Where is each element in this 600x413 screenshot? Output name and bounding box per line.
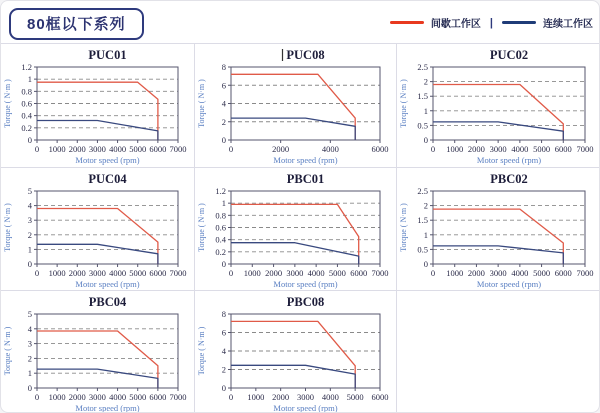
svg-text:PUC02: PUC02 [489,48,529,62]
svg-text:5000: 5000 [533,144,551,154]
svg-text:5000: 5000 [346,392,364,403]
svg-text:Motor speed (rpm): Motor speed (rpm) [75,278,140,289]
svg-text:3000: 3000 [88,144,106,154]
svg-text:2: 2 [423,76,428,87]
svg-text:6000: 6000 [149,267,167,278]
svg-text:3000: 3000 [489,267,507,278]
svg-text:1.2: 1.2 [21,62,32,72]
svg-text:Torque ( N·m ): Torque ( N·m ) [3,202,12,252]
svg-text:0: 0 [430,144,436,154]
svg-text:0: 0 [34,392,40,403]
svg-text:2: 2 [221,116,226,127]
svg-text:6000: 6000 [554,267,572,278]
svg-text:0.5: 0.5 [417,244,428,255]
svg-text:PBC01: PBC01 [286,171,325,186]
svg-text:8: 8 [221,309,226,320]
svg-text:Torque ( N·m ): Torque ( N·m ) [3,79,12,128]
svg-text:0.8: 0.8 [21,86,32,97]
svg-text:PBC08: PBC08 [286,295,325,310]
chart-panel-pbc04 [1,291,195,413]
svg-text:1000: 1000 [48,392,66,403]
svg-text:Torque ( N·m ): Torque ( N·m ) [399,202,408,252]
svg-text:0: 0 [228,267,234,278]
svg-text:7000: 7000 [169,144,187,154]
svg-text:2: 2 [221,364,226,375]
svg-text:0: 0 [221,383,226,394]
svg-text:1.2: 1.2 [215,185,226,196]
svg-text:1.5: 1.5 [417,91,428,102]
svg-text:4: 4 [221,346,226,357]
svg-text:3: 3 [27,338,32,349]
svg-text:1000: 1000 [446,267,464,278]
svg-text:PUC01: PUC01 [88,48,127,62]
svg-text:0.4: 0.4 [215,234,226,245]
svg-text:1: 1 [27,74,32,85]
svg-text:3000: 3000 [297,392,314,403]
svg-text:2.5: 2.5 [417,185,428,196]
svg-text:2000: 2000 [272,144,290,154]
svg-text:0.6: 0.6 [21,98,32,109]
svg-text:8: 8 [221,62,226,72]
svg-text:6: 6 [221,327,226,338]
svg-text:7000: 7000 [576,267,594,278]
svg-text:Torque ( N·m ): Torque ( N·m ) [399,79,408,128]
svg-text:4000: 4000 [109,144,127,154]
svg-text:3000: 3000 [489,144,507,154]
svg-text:1000: 1000 [48,144,66,154]
svg-text:7000: 7000 [169,267,187,278]
svg-text:Motor speed (rpm): Motor speed (rpm) [273,403,338,413]
svg-text:0: 0 [27,135,32,145]
chart-pbc01 [195,168,396,291]
svg-text:5000: 5000 [129,267,147,278]
svg-text:2000: 2000 [272,392,290,403]
svg-text:0: 0 [27,258,32,269]
series-badge-label: 80框以下系列 [27,16,126,33]
svg-text:5000: 5000 [129,392,147,403]
chart-puc08 [195,44,396,167]
svg-text:1000: 1000 [446,144,464,154]
svg-text:7000: 7000 [371,267,389,278]
svg-text:PBC04: PBC04 [88,295,127,310]
svg-text:4000: 4000 [511,267,529,278]
svg-text:4000: 4000 [109,392,127,403]
svg-text:2.5: 2.5 [417,62,428,72]
svg-text:PUC08: PUC08 [286,48,325,62]
svg-text:Torque ( N·m ): Torque ( N·m ) [3,327,12,376]
svg-text:1: 1 [423,105,428,116]
svg-text:PUC04: PUC04 [88,171,127,186]
svg-text:2000: 2000 [467,267,485,278]
legend-intermittent-label: 间歇工作区 [430,19,481,30]
legend [390,15,593,30]
svg-text:Motor speed (rpm): Motor speed (rpm) [75,155,140,165]
svg-text:1: 1 [27,368,32,379]
svg-text:2: 2 [27,353,32,364]
svg-text:0.2: 0.2 [215,246,226,257]
svg-text:Torque ( N·m ): Torque ( N·m ) [197,79,206,128]
svg-text:5: 5 [27,309,32,320]
svg-text:0.8: 0.8 [215,209,226,220]
svg-text:Motor speed (rpm): Motor speed (rpm) [273,155,338,165]
svg-text:3000: 3000 [88,392,106,403]
svg-text:0: 0 [228,144,234,154]
svg-text:1000: 1000 [243,267,261,278]
svg-text:1.5: 1.5 [417,214,428,225]
chart-panel-puc01 [1,44,195,168]
svg-text:4000: 4000 [307,267,325,278]
svg-text:1000: 1000 [48,267,66,278]
continuous-line-icon [502,21,536,24]
svg-text:1000: 1000 [247,392,265,403]
svg-text:2000: 2000 [68,392,86,403]
series-badge [9,8,144,40]
svg-text:2000: 2000 [68,144,86,154]
svg-text:0: 0 [34,144,40,154]
svg-text:2000: 2000 [467,144,485,154]
svg-text:0.4: 0.4 [21,110,32,121]
svg-text:0: 0 [221,258,226,269]
svg-text:0: 0 [228,392,234,403]
svg-text:2: 2 [423,200,428,211]
svg-text:Motor speed (rpm): Motor speed (rpm) [476,155,542,165]
svg-text:Motor speed (rpm): Motor speed (rpm) [273,278,338,289]
chart-pbc04 [1,291,194,413]
empty-panel [397,291,600,413]
svg-text:0: 0 [423,258,428,269]
svg-text:PBC02: PBC02 [490,171,528,186]
svg-text:6000: 6000 [149,144,167,154]
svg-text:Motor speed (rpm): Motor speed (rpm) [476,278,542,289]
svg-text:4: 4 [27,200,32,211]
svg-text:5000: 5000 [533,267,551,278]
svg-text:4: 4 [221,98,226,109]
svg-text:2000: 2000 [68,267,86,278]
svg-text:0: 0 [423,135,428,145]
chart-panel-puc08 [195,44,397,168]
svg-text:6: 6 [221,80,226,91]
svg-text:0.2: 0.2 [21,122,32,133]
svg-text:0: 0 [430,267,436,278]
svg-text:1: 1 [423,229,428,240]
svg-text:Motor speed (rpm): Motor speed (rpm) [75,403,140,413]
svg-text:6000: 6000 [371,144,389,154]
svg-text:4000: 4000 [321,144,339,154]
svg-text:5: 5 [27,185,32,196]
svg-text:1: 1 [27,244,32,255]
svg-text:4000: 4000 [109,267,127,278]
svg-text:7000: 7000 [169,392,187,403]
svg-text:6000: 6000 [350,267,368,278]
legend-separator: | [489,16,493,29]
svg-text:4000: 4000 [321,392,339,403]
chart-puc04 [1,168,194,291]
svg-text:0.5: 0.5 [417,120,428,131]
svg-text:5000: 5000 [129,144,147,154]
chart-panel-pbc02 [397,168,600,292]
svg-text:0.6: 0.6 [215,222,226,233]
svg-text:0: 0 [34,267,40,278]
svg-text:Torque ( N·m ): Torque ( N·m ) [197,202,206,252]
legend-continuous-label: 连续工作区 [543,19,593,30]
svg-text:Torque ( N·m ): Torque ( N·m ) [197,327,206,376]
chart-panel-pbc08 [195,291,397,413]
chart-pbc08 [195,291,396,413]
svg-text:3: 3 [27,214,32,225]
chart-panel-puc04 [1,168,195,292]
chart-panel-puc02 [397,44,600,168]
chart-pbc02 [397,168,600,291]
svg-text:6000: 6000 [554,144,572,154]
svg-text:0: 0 [27,383,32,394]
svg-text:5000: 5000 [328,267,346,278]
chart-puc02 [397,44,600,167]
svg-text:3000: 3000 [88,267,106,278]
chart-puc01 [1,44,194,167]
chart-grid [1,43,600,413]
svg-text:4000: 4000 [511,144,529,154]
svg-text:0: 0 [221,135,226,145]
svg-text:3000: 3000 [286,267,304,278]
chart-panel-pbc01 [195,168,397,292]
svg-text:4: 4 [27,324,32,335]
intermittent-line-icon [390,21,424,24]
svg-text:7000: 7000 [576,144,594,154]
svg-text:2000: 2000 [265,267,283,278]
svg-text:2: 2 [27,229,32,240]
svg-text:6000: 6000 [371,392,389,403]
svg-text:6000: 6000 [149,392,167,403]
svg-text:1: 1 [221,197,226,208]
